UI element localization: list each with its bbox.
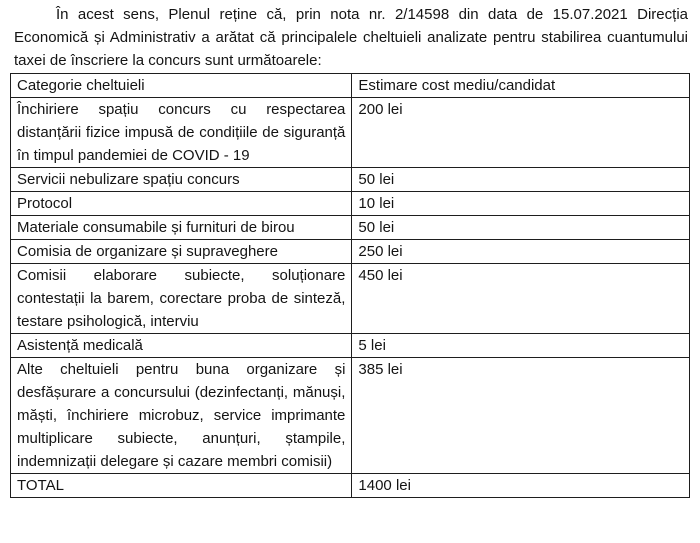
table-row [11, 264, 690, 334]
row-estimate: 450 lei [352, 264, 690, 334]
row-estimate: 385 lei [352, 358, 690, 474]
table-row [11, 240, 690, 264]
total-label: TOTAL [11, 474, 352, 498]
table-row [11, 192, 690, 216]
table-header-row [11, 74, 690, 98]
total-value: 1400 lei [352, 474, 690, 498]
row-estimate: 5 lei [352, 334, 690, 358]
cost-table [10, 73, 690, 498]
header-estimate: Estimare cost mediu/candidat [352, 74, 690, 98]
table-row [11, 334, 690, 358]
row-category: Închiriere spațiu concurs cu respectarea distanțării fizice impusă de condițiile de siguranță în timpul pandemiei de COVID - 19 [11, 98, 352, 168]
row-category: Comisia de organizare și supraveghere [11, 240, 352, 264]
row-category: Protocol [11, 192, 352, 216]
table-row [11, 168, 690, 192]
row-estimate: 250 lei [352, 240, 690, 264]
row-category: Comisii elaborare subiecte, soluționare contestații la barem, corectare proba de sinteză, testare psihologică, interviu [11, 264, 352, 334]
row-estimate: 50 lei [352, 168, 690, 192]
row-category: Materiale consumabile și furnituri de birou [11, 216, 352, 240]
row-estimate: 50 lei [352, 216, 690, 240]
table-row [11, 216, 690, 240]
table-row [11, 98, 690, 168]
row-category: Asistență medicală [11, 334, 352, 358]
row-category: Servicii nebulizare spațiu concurs [11, 168, 352, 192]
row-estimate: 10 lei [352, 192, 690, 216]
header-category: Categorie cheltuieli [11, 74, 352, 98]
row-category: Alte cheltuieli pentru buna organizare și desfășurare a concursului (dezinfectanți, mănuși, măști, închiriere microbuz, service imprimante multiplicare subiecte, anunțuri, ștampile, indemnizații delegare și cazare membri comisii) [11, 358, 352, 474]
intro-paragraph [14, 3, 688, 72]
row-estimate: 200 lei [352, 98, 690, 168]
table-total-row [11, 474, 690, 498]
intro-text: În acest sens, Plenul reține că, prin nota nr. 2/14598 din data de 15.07.2021 Direcția Economică și Administrativ a arătat că principalele cheltuieli analizate pentru stabilirea cuantumului taxei de înscriere la concurs sunt următoarele: [14, 6, 688, 69]
table-row [11, 358, 690, 474]
